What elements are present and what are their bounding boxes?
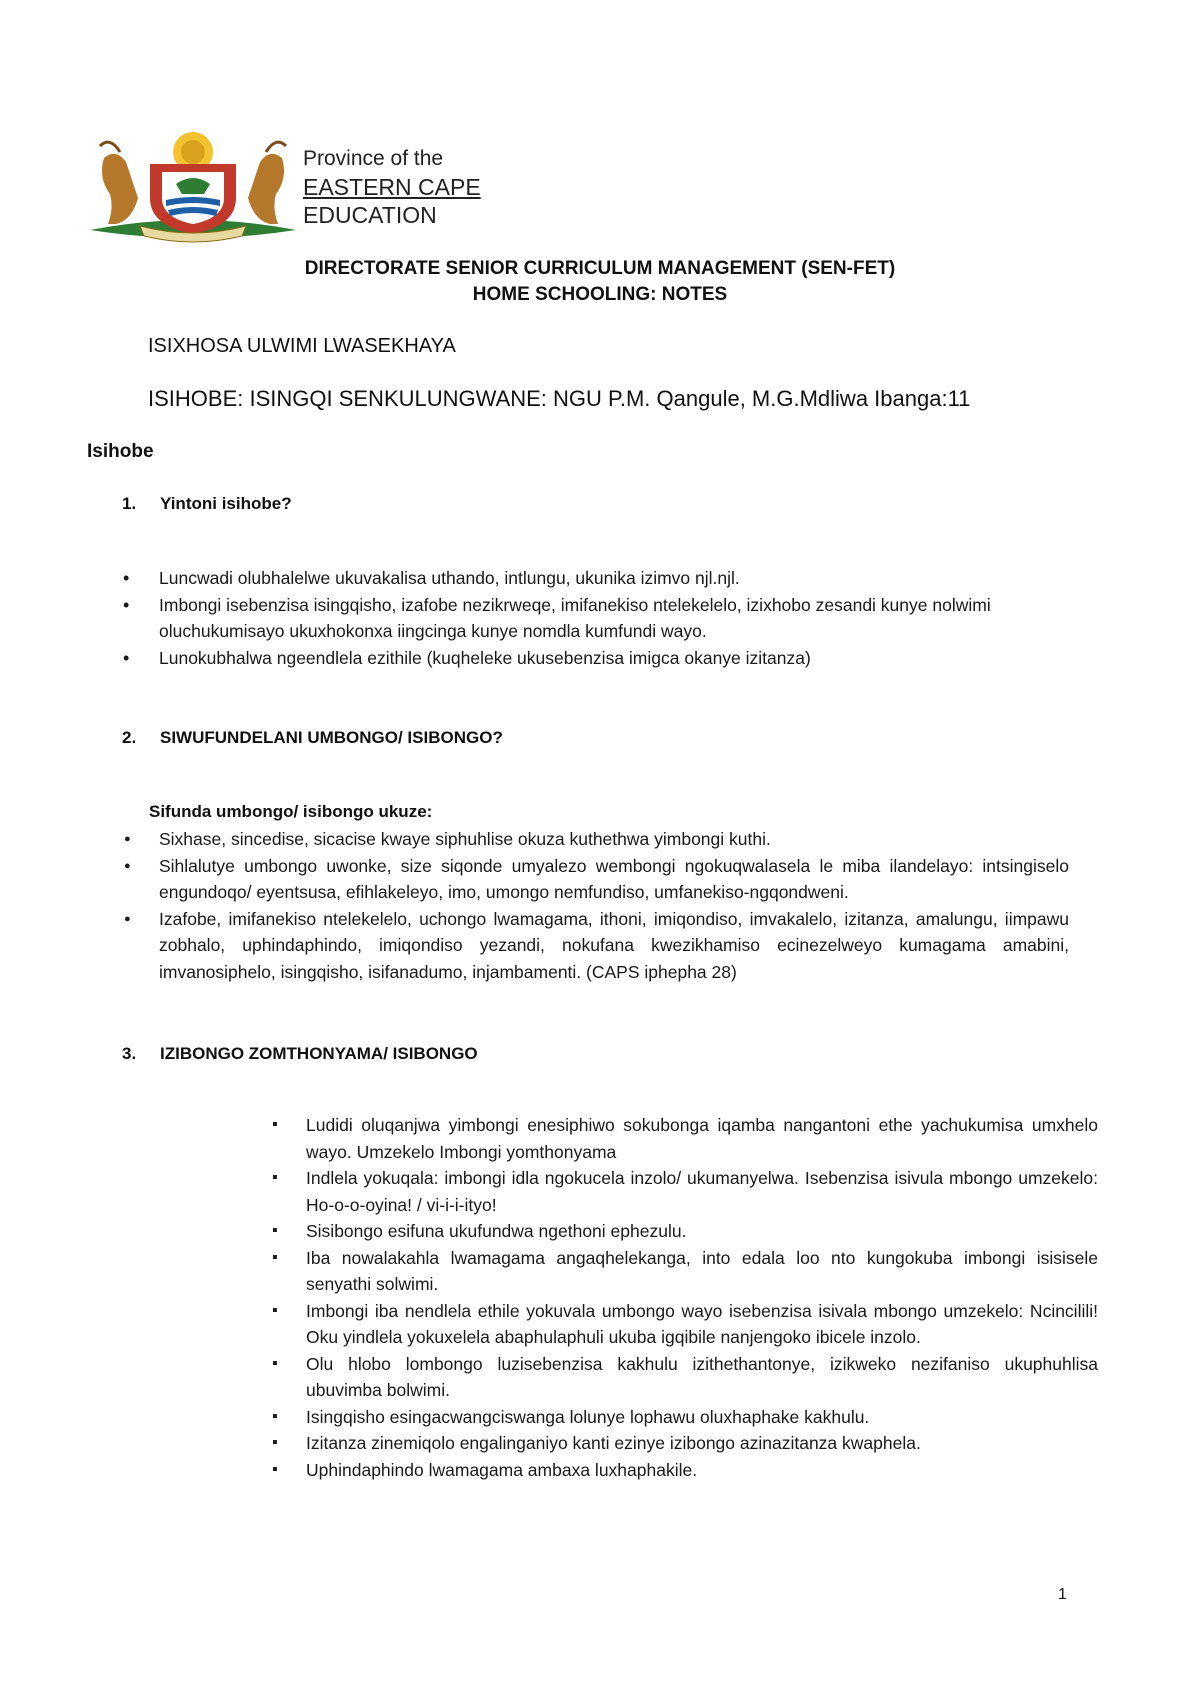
list-item: • Lunokubhalwa ngeendlela ezithile (kuqheleke ukusebenzisa imigca okanye izitanza)	[159, 645, 1049, 672]
list-item: ▪ Olu hlobo lombongo luzisebenzisa kakhulu izithethantonye, izikweko nezifaniso ukuphuhlisa ubuvimba bolwimi.	[306, 1351, 1098, 1404]
section-1-number: 1.	[122, 494, 137, 513]
list-item: ▪ Imbongi iba nendlela ethile yokuvala umbongo wayo isebenzisa isivala mbongo umzekelo: Ncincilili! Oku yindlela yokuxelela abaphulaphuli ukuba igqibile nanjengoko ibicele inzolo.	[306, 1298, 1098, 1351]
list-item: ▪ Iba nowalakahla lwamagama angaqhelekanga, into edala loo nto kungokuba imbongi isisisele senyathi solwimi.	[306, 1245, 1098, 1298]
logo-line-eastern-cape: EASTERN CAPE	[303, 174, 481, 200]
section-3-title: IZIBONGO ZOMTHONYAMA/ ISIBONGO	[160, 1044, 478, 1063]
page-number: 1	[1058, 1586, 1067, 1603]
list-item: • Imbongi isebenzisa isingqisho, izafobe nezikrweqe, imifanekiso ntelekelelo, izixhobo zesandi kunye nolwimi oluchukumisayo ukuxhokonxa iingcinga kunye nomdla kumfundi wayo.	[159, 592, 1049, 645]
home-schooling-title: HOME SCHOOLING: NOTES	[472, 284, 728, 305]
section-3-number: 3.	[122, 1044, 137, 1063]
list-item: ● Sixhase, sincedise, sicacise kwaye siphuhlise okuza kuthethwa yimbongi kuthi.	[159, 826, 1069, 853]
logo-line-province: Province of the	[303, 147, 444, 170]
education-department-logo-text	[303, 145, 481, 229]
section-3-heading	[122, 1044, 478, 1064]
list-item: ● Izafobe, imifanekiso ntelekelelo, uchongo lwamagama, ithoni, imiqondiso, imvakalelo, izitanza, amalungu, iimpawu zobhalo, uphindaphindo, imiqondiso yezandi, nokufana kwezikhamiso ecinezelweyo kumagama amabini, imvanosiphelo, isingqisho, isifanadumo, injambamenti. (CAPS iphepha 28)	[159, 906, 1069, 986]
section-2-title: SIWUFUNDELANI UMBONGO/ ISIBONGO?	[160, 728, 503, 747]
list-item: ▪ Indlela yokuqala: imbongi idla ngokucela inzolo/ ukumanyelwa. Isebenzisa isivula mbongo umzekelo: Ho-o-o-oyina! / vi-i-i-ityo!	[306, 1165, 1098, 1218]
section-1-title: Yintoni isihobe?	[160, 494, 292, 513]
section-2-heading	[122, 728, 503, 748]
section-1-bullets	[159, 565, 1049, 671]
list-item: ▪ Uphindaphindo lwamagama ambaxa luxhaphakile.	[306, 1457, 1098, 1484]
section-1-heading	[122, 494, 292, 514]
list-item: ▪ Isingqisho esingacwangciswanga lolunye lophawu oluxhaphake kakhulu.	[306, 1404, 1098, 1431]
list-item: ▪ Ludidi oluqanjwa yimbongi enesiphiwo sokubonga iqamba nangantoni ethe yachukumisa umxhelo wayo. Umzekelo Imbongi yomthonyama	[306, 1112, 1098, 1165]
section-2-subheading: Sifunda umbongo/ isibongo ukuze:	[149, 802, 433, 821]
list-item: • Luncwadi olubhalelwe ukuvakalisa uthando, intlungu, ukunika izimvo njl.njl.	[159, 565, 1049, 592]
coat-of-arms-logo	[86, 128, 300, 244]
subject-line: ISIXHOSA ULWIMI LWASEKHAYA	[148, 335, 456, 357]
list-item: ▪ Izitanza zinemiqolo engalinganiyo kanti ezinye izibongo azinazitanza kwaphela.	[306, 1430, 1098, 1457]
logo-line-education: EDUCATION	[303, 202, 437, 228]
section-3-bullets	[306, 1112, 1098, 1483]
topic-line: ISIHOBE: ISINGQI SENKULUNGWANE: NGU P.M. Qangule, M.G.Mdliwa Ibanga:11	[148, 386, 971, 411]
list-item: ● Sihlalutye umbongo uwonke, size siqonde umyalezo wembongi ngokuqwalasela le miba ilandelayo: intsingiselo engundoqo/ eyentsusa, efihlakeleyo, imo, umongo nemfundiso, umfanekiso-ngqondweni.	[159, 853, 1069, 906]
list-item: ▪ Sisibongo esifuna ukufundwa ngethoni ephezulu.	[306, 1218, 1098, 1245]
section-2-bullets	[159, 826, 1069, 985]
section-heading-isihobe: Isihobe	[87, 441, 154, 462]
directorate-title: DIRECTORATE SENIOR CURRICULUM MANAGEMENT (SEN-FET)	[304, 258, 896, 279]
section-2-number: 2.	[122, 728, 137, 747]
